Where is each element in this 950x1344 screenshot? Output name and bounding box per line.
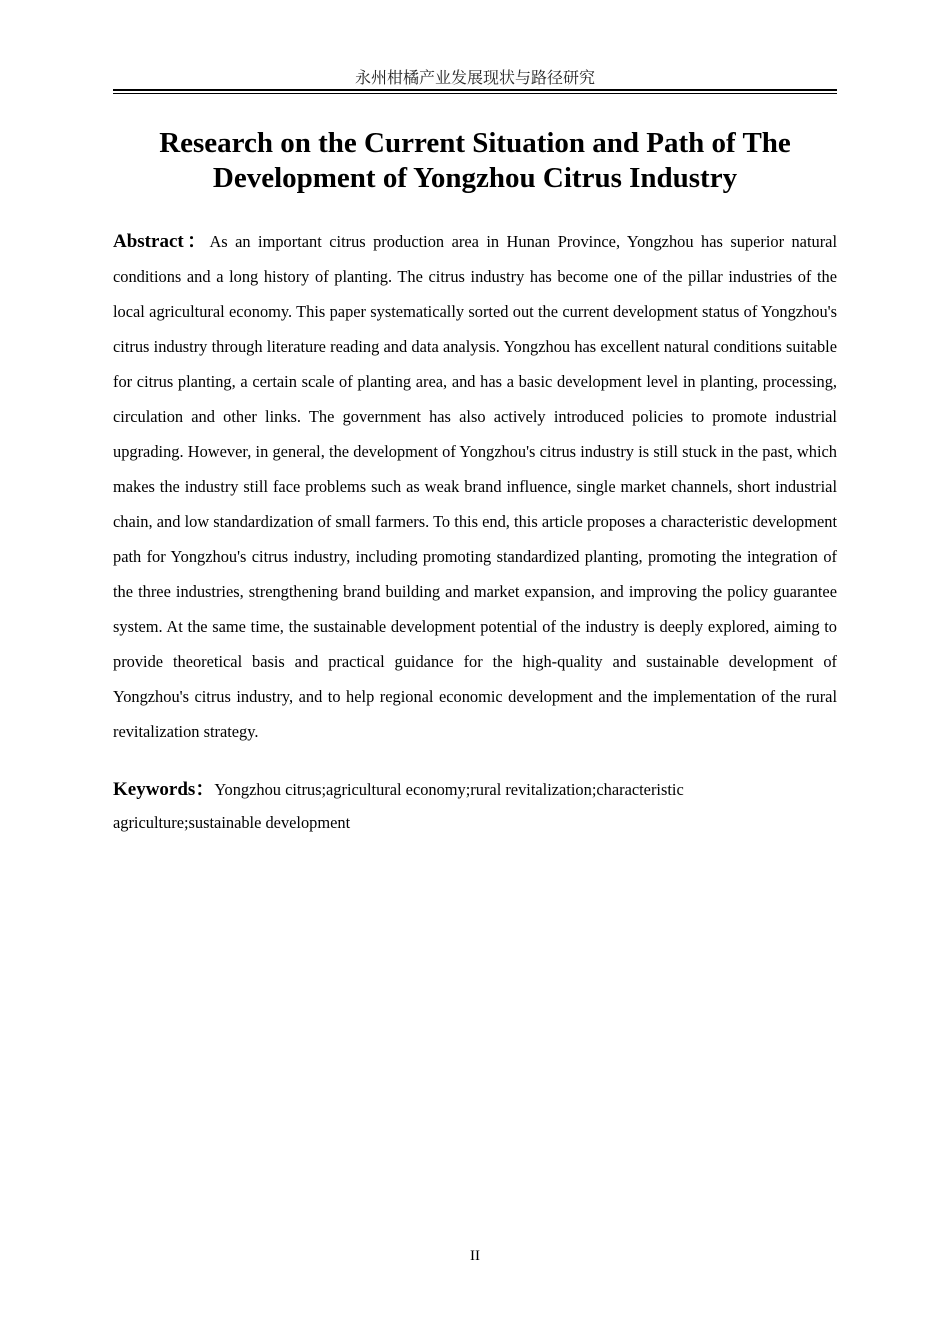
keywords-label: Keywords：	[113, 779, 215, 800]
abstract-label: Abstract：	[113, 231, 210, 252]
header-rule-thin	[113, 93, 837, 94]
page-number: II	[470, 1248, 480, 1264]
abstract-text: As an important citrus production area in Hunan Province, Yongzhou has superior natural conditions and a long history of planting. The citrus industry has become one of the pillar industries of the local agricultural economy. This paper systematically sorted out the current development status of Yongzhou's citrus industry through literature reading and data analysis. Yongzhou has excellent natural conditions suitable for citrus planting, a certain scale of planting area, and has a basic development level in planting, processing, circulation and other links. The government has also actively introduced policies to promote industrial upgrading. However, in general, the development of Yongzhou's citrus industry is still stuck in the past, which makes the industry still face problems such as weak brand influence, single market channels, short industrial chain, and low standardization of small farmers. To this end, this article proposes a characteristic development path for Yongzhou's citrus industry, including promoting standardized planting, promoting the integration of the three industries, strengthening brand building and market expansion, and improving the policy guarantee system. At the same time, the sustainable development potential of the industry is deeply explored, aiming to provide theoretical basis and practical guidance for the high-quality and sustainable development of Yongzhou's citrus industry, and to help regional economic development and the implementation of the rural revitalization strategy.	[113, 232, 837, 741]
abstract-paragraph	[113, 224, 837, 749]
keywords-text: Yongzhou citrus;agricultural economy;rural revitalization;characteristic agriculture;sustainable development	[113, 780, 684, 832]
running-header: 永州柑橘产业发展现状与路径研究	[354, 68, 595, 87]
header-rule-thick	[113, 89, 837, 91]
keywords-paragraph	[113, 773, 713, 839]
document-title: Research on the Current Situation and Path of The Development of Yongzhou Citrus Industry	[159, 127, 791, 194]
